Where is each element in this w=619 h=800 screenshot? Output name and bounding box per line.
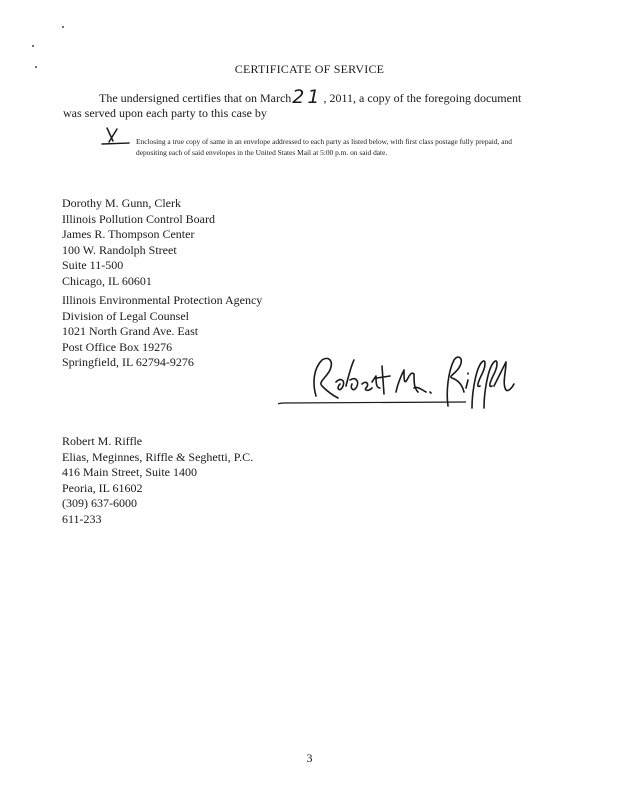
address-line: Illinois Environmental Protection Agency [62, 293, 263, 307]
address-line: Chicago, IL 60601 [62, 273, 152, 288]
certification-text-before-date: The undersigned certifies that on March [99, 91, 292, 105]
page-number: 3 [306, 751, 313, 765]
address-line: Illinois Pollution Control Board [62, 211, 216, 226]
certification-line-1 [63, 86, 533, 108]
address-line: Dorothy M. Gunn, Clerk [62, 196, 181, 210]
address-line: 100 W. Randolph Street [62, 242, 177, 257]
signer-street: 416 Main Street, Suite 1400 [62, 465, 197, 479]
address-line: Post Office Box 19276 [62, 339, 173, 354]
address-line: James R. Thompson Center [62, 227, 195, 241]
address-line: 1021 North Grand Ave. East [62, 324, 199, 338]
signer-block [62, 434, 253, 527]
certification-line-2: was served upon each party to this case by [63, 106, 267, 120]
address-line: Springfield, IL 62794-9276 [62, 355, 194, 369]
handwritten-date-day: 21 [292, 86, 323, 108]
signature-scrawl [276, 352, 516, 414]
service-method-text: Enclosing a true copy of same in an envelope addressed to each party as listed below, with first class postage fully prepaid, and depositing each of said envelopes in the United States Mail at 5:00 p.m. on said date. [136, 137, 512, 157]
signer-city: Peoria, IL 61602 [62, 480, 143, 495]
signer-firm: Elias, Meginnes, Riffle & Seghetti, P.C. [62, 449, 254, 464]
certification-paragraph [63, 86, 533, 121]
address-line: Suite 11-500 [62, 258, 124, 272]
signer-name: Robert M. Riffle [62, 434, 143, 448]
scan-speck [32, 45, 34, 47]
certification-text-after-date: , 2011, a copy of the foregoing document [323, 91, 522, 105]
signer-phone: (309) 637-6000 [62, 496, 137, 510]
certificate-title: CERTIFICATE OF SERVICE [234, 62, 385, 76]
recipient-address-clerk [62, 196, 215, 289]
address-line: Division of Legal Counsel [62, 308, 189, 323]
recipient-address-epa [62, 293, 262, 371]
handwritten-check-mark [100, 126, 130, 146]
scan-speck [62, 26, 64, 28]
handwritten-signature [276, 352, 516, 414]
signer-id: 611-233 [62, 511, 102, 526]
